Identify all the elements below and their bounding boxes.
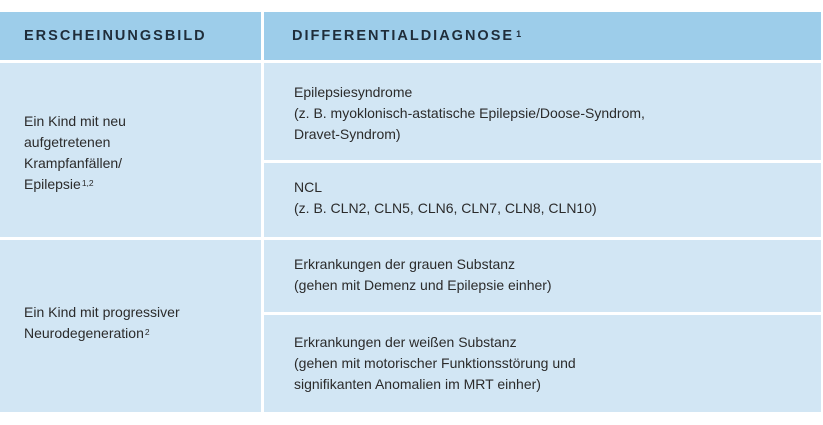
row2-diagnosis-2-text: [294, 332, 801, 395]
diagnosis-detail: (z. B. CLN2, CLN5, CLN6, CLN7, CLN8, CLN10): [294, 200, 597, 216]
diagnosis-detail: Dravet-Syndrom): [294, 126, 401, 142]
differential-diagnosis-table: [0, 12, 821, 412]
row1-diagnosis-1-text: [294, 82, 801, 145]
row2-diagnosis-1-cell: [264, 240, 821, 312]
header-appearance: [0, 12, 261, 60]
row2-appearance-line-last: [24, 323, 180, 344]
row2-footnote-marker: 2: [144, 327, 150, 337]
diagnosis-detail: (gehen mit motorischer Funktionsstörung und: [294, 355, 576, 371]
row1-appearance-line: aufgetretenen: [24, 134, 111, 150]
diagnosis-title: Erkrankungen der grauen Substanz: [294, 256, 516, 272]
row2-appearance-line: Neurodegeneration: [24, 325, 144, 341]
row1-diagnosis-2-text: [294, 177, 801, 219]
row2-appearance-text: [24, 302, 180, 344]
header-appearance-label: ERSCHEINUNGSBILD: [24, 28, 207, 44]
row1-footnote-marker: 1,2: [81, 178, 94, 188]
diagnosis-detail: (z. B. myoklonisch-astatische Epilepsie/Doose-Syndrom,: [294, 105, 645, 121]
diagnosis-title: NCL: [294, 179, 323, 195]
row1-appearance-text: [24, 111, 126, 195]
row1-appearance-line: Ein Kind mit neu: [24, 113, 126, 129]
row1-appearance-line-last: [24, 174, 126, 195]
diagnosis-detail: (gehen mit Demenz und Epilepsie einher): [294, 277, 552, 293]
header-differential-label: DIFFERENTIALDIAGNOSE: [292, 28, 515, 44]
row1-diagnosis-1-cell: [264, 63, 821, 160]
row2-diagnosis-2-cell: [264, 315, 821, 412]
row1-appearance-cell: [0, 63, 261, 237]
row2-diagnosis-1-text: [294, 254, 801, 296]
row2-appearance-cell: [0, 240, 261, 412]
header-footnote-marker: 1: [516, 29, 524, 39]
diagnosis-title: Epilepsiesyndrome: [294, 84, 413, 100]
row1-diagnosis-2-cell: [264, 163, 821, 237]
header-differential: [264, 12, 821, 60]
row1-appearance-line: Epilepsie: [24, 176, 81, 192]
row2-appearance-line: Ein Kind mit progressiver: [24, 304, 180, 320]
diagnosis-detail: signifikanten Anomalien im MRT einher): [294, 376, 541, 392]
row1-appearance-line: Krampfanfällen/: [24, 155, 123, 171]
diagnosis-title: Erkrankungen der weißen Substanz: [294, 334, 517, 350]
